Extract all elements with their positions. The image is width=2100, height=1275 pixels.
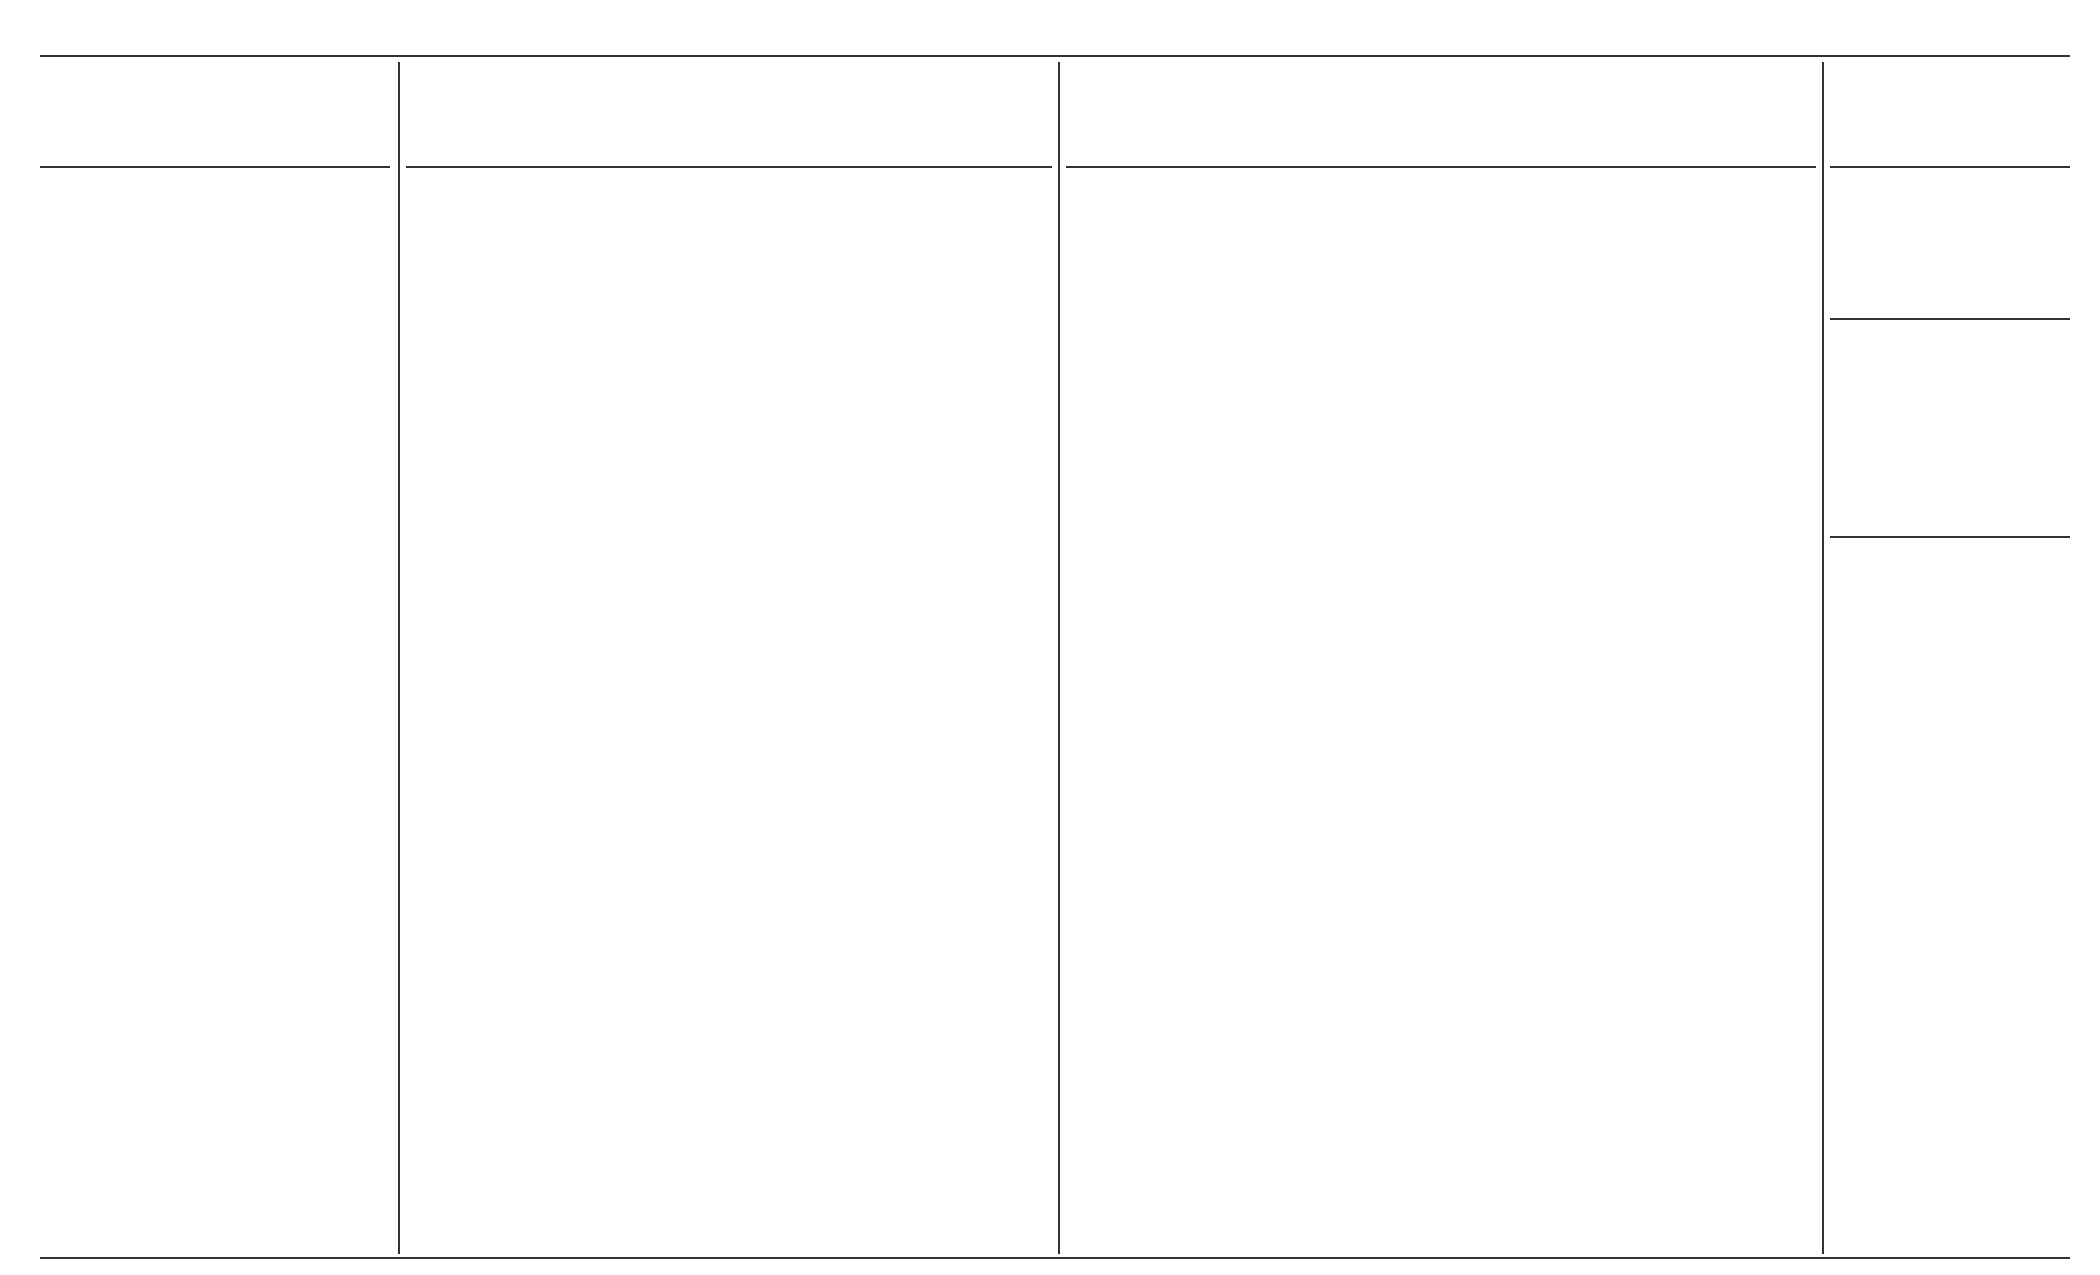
worship-note	[40, 870, 390, 878]
section-rule	[1830, 318, 2070, 320]
column-divider	[1822, 62, 1824, 1254]
section-rule	[1066, 166, 1816, 168]
column-divider	[398, 62, 400, 1254]
top-rule	[40, 55, 2070, 57]
column-divider	[1058, 62, 1060, 1254]
bottom-rule	[40, 1257, 2070, 1259]
section-rule	[1830, 166, 2070, 168]
section-rule	[40, 166, 390, 168]
section-rule	[406, 166, 1052, 168]
section-rule	[1830, 536, 2070, 538]
